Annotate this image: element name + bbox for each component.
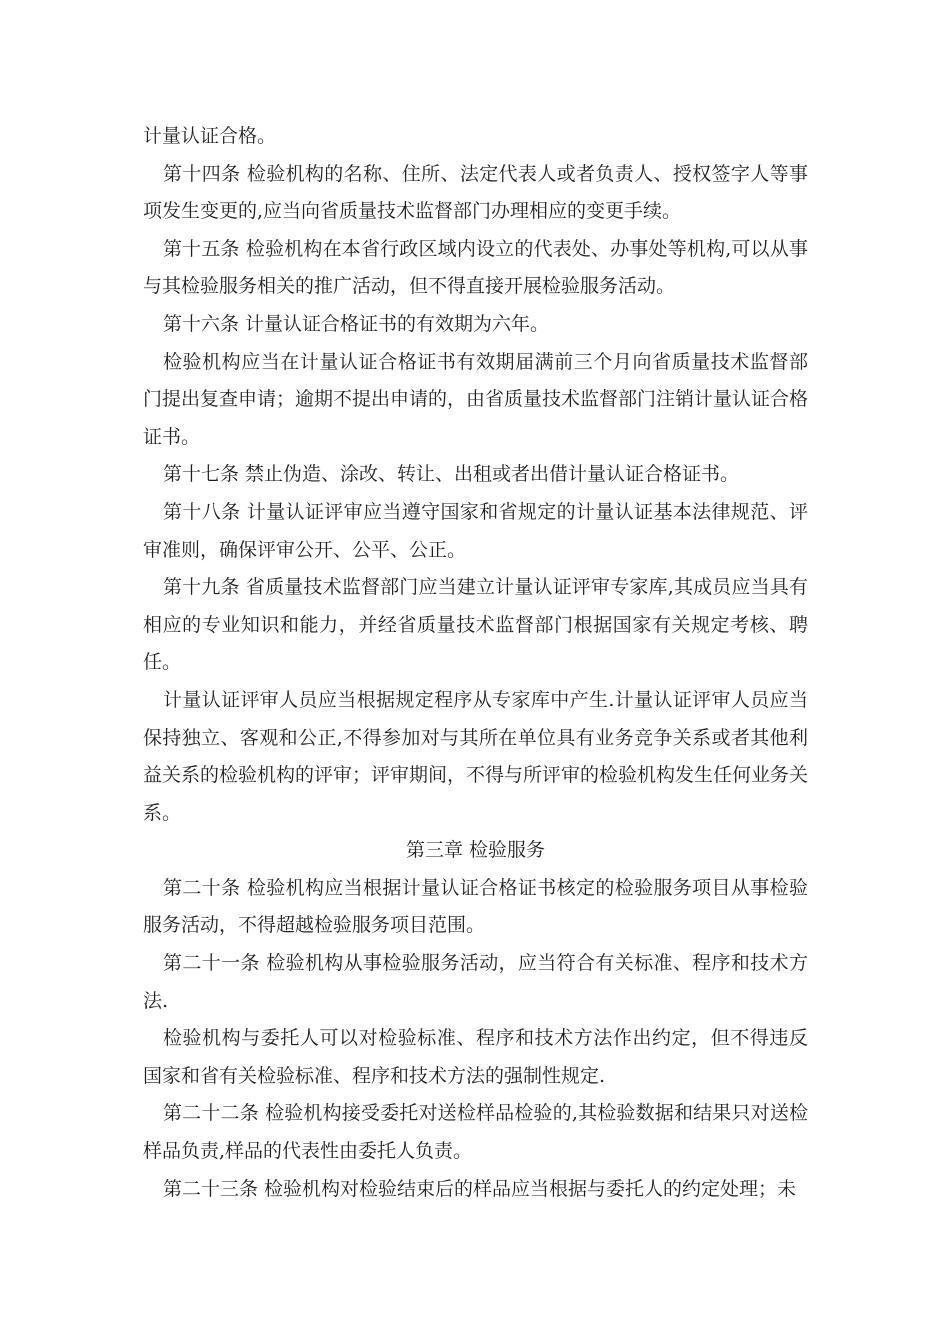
article-18: 第十八条 计量认证评审应当遵守国家和省规定的计量认证基本法律规范、评审准则，确保评审公开、公平、公正。 bbox=[143, 500, 808, 561]
article-19-clause-2: 计量认证评审人员应当根据规定程序从专家库中产生.计量认证评审人员应当保持独立、客观和公正,不得参加对与其所在单位具有业务竞争关系或者其他利益关系的检验机构的评审；评审期间，不得与所评审的检验机构发生任何业务关系。 bbox=[143, 688, 809, 824]
article-16: 第十六条 计量认证合格证书的有效期为六年。 bbox=[163, 312, 550, 335]
article-19: 第十九条 省质量技术监督部门应当建立计量认证评审专家库,其成员应当具有相应的专业知识和能力，并经省质量技术监督部门根据国家有关规定考核、聘任。 bbox=[143, 576, 808, 674]
chapter-heading: 第三章 检验服务 bbox=[405, 839, 546, 862]
article-17: 第十七条 禁止伪造、涂改、转让、出租或者出借计量认证合格证书。 bbox=[163, 463, 740, 486]
article-20: 第二十条 检验机构应当根据计量认证合格证书核定的检验服务项目从事检验服务活动，不得超越检验服务项目范围。 bbox=[143, 876, 808, 937]
article-21: 第二十一条 检验机构从事检验服务活动，应当符合有关标准、程序和技术方法. bbox=[143, 952, 808, 1012]
document-body bbox=[143, 118, 808, 1208]
paragraph-continuation: 计量认证合格。 bbox=[143, 125, 277, 147]
article-14: 第十四条 检验机构的名称、住所、法定代表人或者负责人、授权签字人等事项发生变更的,应当向省质量技术监督部门办理相应的变更手续。 bbox=[143, 162, 808, 223]
article-22: 第二十二条 检验机构接受委托对送检样品检验的,其检验数据和结果只对送检样品负责,样品的代表性由委托人负责。 bbox=[143, 1102, 808, 1163]
article-16-clause-2: 检验机构应当在计量认证合格证书有效期届满前三个月向省质量技术监督部门提出复查申请；逾期不提出申请的，由省质量技术监督部门注销计量认证合格证书。 bbox=[143, 350, 809, 448]
article-15: 第十五条 检验机构在本省行政区域内设立的代表处、办事处等机构,可以从事与其检验服务相关的推广活动，但不得直接开展检验服务活动。 bbox=[143, 237, 808, 298]
article-21-clause-2: 检验机构与委托人可以对检验标准、程序和技术方法作出约定，但不得违反国家和省有关检验标准、程序和技术方法的强制性规定. bbox=[143, 1027, 808, 1087]
article-23: 第二十三条 检验机构对检验结束后的样品应当根据与委托人的约定处理；未 bbox=[163, 1177, 797, 1200]
